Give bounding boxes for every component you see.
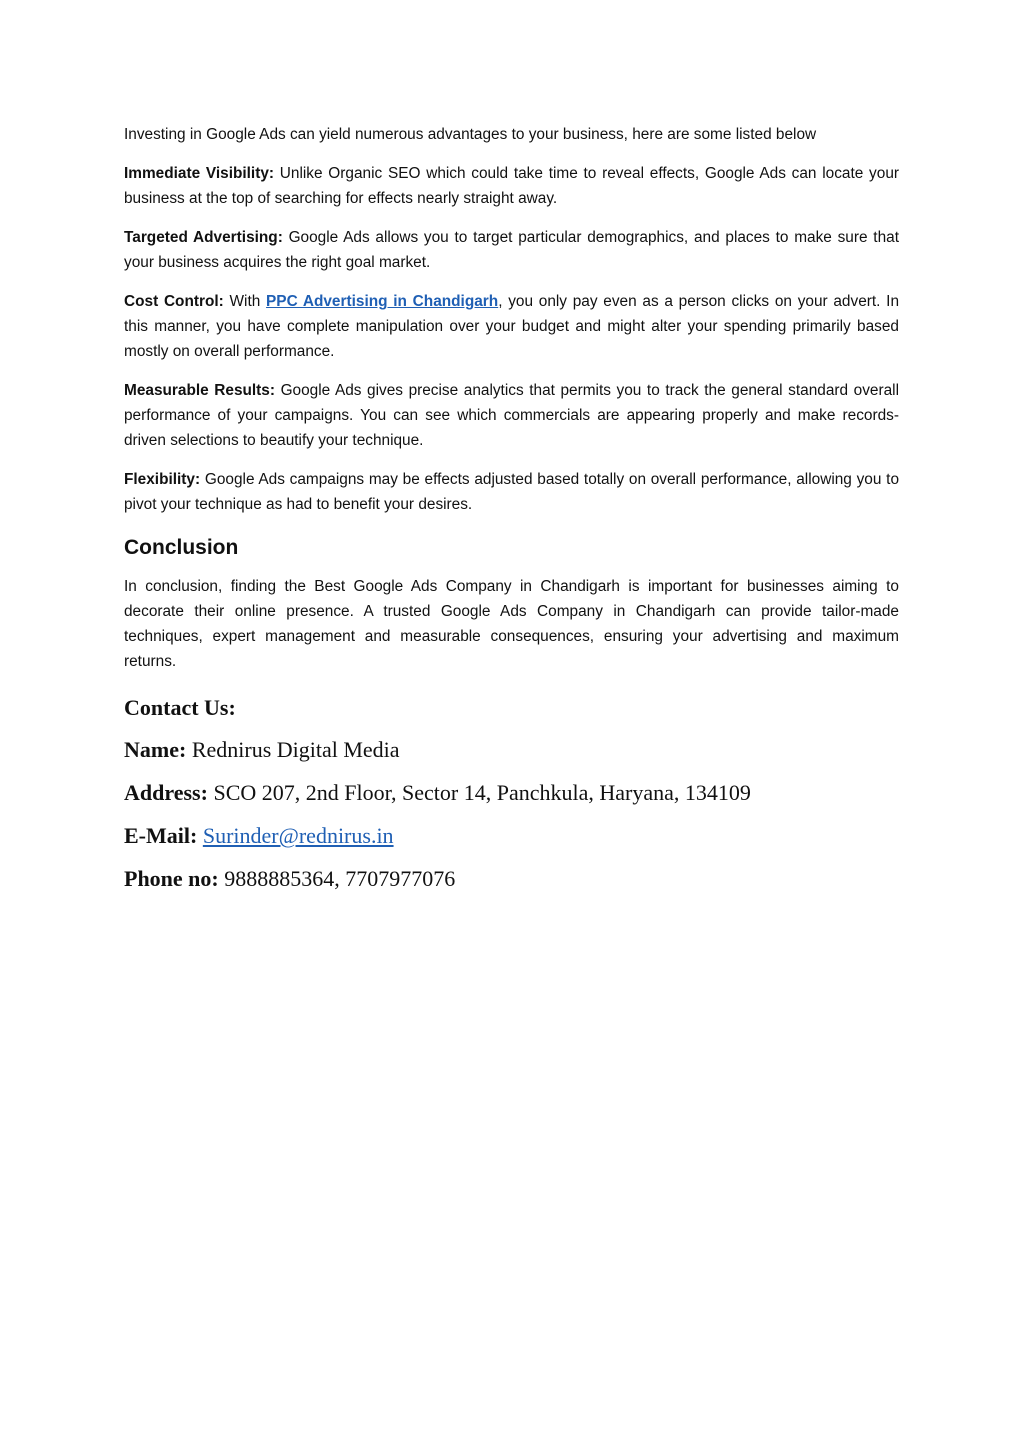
benefit-label: Measurable Results: bbox=[124, 382, 275, 399]
benefit-targeted-advertising bbox=[124, 225, 899, 275]
benefit-text: Google Ads allows you to target particular demographics, and places to make sure that your business acquires the right goal market. bbox=[124, 229, 899, 271]
benefit-label: Cost Control: bbox=[124, 293, 224, 310]
benefit-cost-control bbox=[124, 289, 899, 364]
benefit-flexibility bbox=[124, 467, 899, 517]
benefit-text: Google Ads campaigns may be effects adjusted based totally on overall performance, allowing you to pivot your technique as had to benefit your desires. bbox=[124, 471, 899, 513]
conclusion-heading: Conclusion bbox=[124, 536, 239, 559]
contact-email bbox=[124, 814, 899, 857]
contact-name bbox=[124, 728, 899, 771]
contact-heading: Contact Us: bbox=[124, 695, 236, 720]
contact-address-value: SCO 207, 2nd Floor, Sector 14, Panchkula, Haryana, 134109 bbox=[207, 780, 751, 805]
contact-email-label: E-Mail: bbox=[124, 823, 198, 848]
benefit-label: Targeted Advertising: bbox=[124, 229, 283, 246]
email-link[interactable]: Surinder@rednirus.in bbox=[202, 823, 394, 848]
benefit-measurable-results bbox=[124, 378, 899, 453]
benefit-label: Immediate Visibility: bbox=[124, 165, 275, 182]
document-page bbox=[124, 122, 899, 900]
contact-address bbox=[124, 771, 899, 814]
benefit-text: Unlike Organic SEO which could take time to reveal effects, Google Ads can locate your business at the top of searching for effects nearly straight away. bbox=[124, 165, 899, 207]
conclusion-paragraph: In conclusion, finding the Best Google Ads Company in Chandigarh is important for businesses aiming to decorate their online presence. A trusted Google Ads Company in Chandigarh can provide tailor-made techniques, expert management and measurable consequences, ensuring your advertising and maximum returns. bbox=[124, 578, 899, 670]
contact-phone-label: Phone no: bbox=[124, 866, 219, 891]
intro-paragraph: Investing in Google Ads can yield numerous advantages to your business, here are some listed below bbox=[124, 126, 817, 143]
contact-phone bbox=[124, 857, 899, 900]
contact-name-label: Name: bbox=[124, 737, 187, 762]
ppc-advertising-link[interactable]: PPC Advertising in Chandigarh bbox=[266, 293, 499, 310]
benefit-label: Flexibility: bbox=[124, 471, 201, 488]
benefit-text: , you only pay even as a person clicks on your advert. In this manner, you have complete manipulation over your budget and might alter your spending primarily based mostly on overall performance. bbox=[124, 293, 900, 360]
benefit-text-pre: With bbox=[223, 293, 267, 310]
benefit-text: Google Ads gives precise analytics that permits you to track the general standard overall performance of your campaigns. You can see which commercials are appearing properly and make records-driven selections to beautify your technique. bbox=[124, 382, 899, 449]
contact-address-label: Address: bbox=[124, 780, 208, 805]
contact-phone-value: 9888885364, 7707977076 bbox=[218, 866, 456, 891]
contact-name-value: Rednirus Digital Media bbox=[186, 737, 400, 762]
benefit-immediate-visibility bbox=[124, 161, 899, 211]
